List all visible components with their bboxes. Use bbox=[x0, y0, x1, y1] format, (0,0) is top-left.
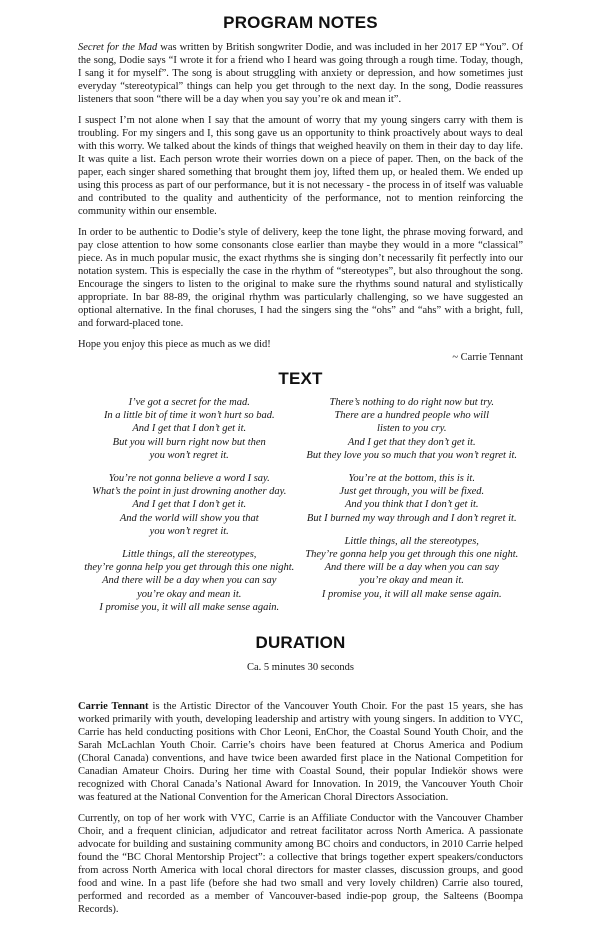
lyric-line: And I get that I don’t get it. bbox=[132, 423, 247, 435]
paragraph-1-text: was written by British songwriter Dodie, and was included in her 2017 EP “You”. Of the song, Dodie says “I wrote it for a friend who I heard was going through a rough time. Today, though, I sang it for myself”. The song is about struggling with anxiety or depression, and how sometimes just everyday “stereotypical” things can help you get through to the next day. In the song, Dodie reassures listeners that soon “there will be a day when you say you’re ok and mean it”. bbox=[78, 42, 523, 105]
lyric-line: And you think that I don’t get it. bbox=[344, 499, 479, 511]
duration-heading: DURATION bbox=[255, 633, 346, 653]
attribution: ~ Carrie Tennant bbox=[452, 352, 523, 363]
bio-name-bold: Carrie Tennant bbox=[78, 701, 149, 713]
lyric-line: Little things, all the stereotypes, bbox=[122, 549, 257, 561]
lyric-line: I promise you, it will all make sense again. bbox=[321, 588, 502, 600]
lyric-line: They’re gonna help you get through this one night. bbox=[305, 549, 519, 561]
lyric-line: And there will be a day when you can say bbox=[324, 562, 499, 574]
lyric-line: Just get through, you will be fixed. bbox=[339, 486, 485, 498]
lyric-line: What’s the point in just drowning another day. bbox=[92, 486, 287, 498]
lyric-line: In a little bit of time it won’t hurt so bad. bbox=[103, 410, 275, 422]
song-title-italic: Secret for the Mad bbox=[78, 42, 158, 53]
closing-line: Hope you enjoy this piece as much as we did! bbox=[78, 339, 271, 350]
lyric-line: listen to you cry. bbox=[377, 423, 447, 435]
lyric-line: And I get that they don’t get it. bbox=[347, 436, 476, 448]
bio-paragraph-1 bbox=[78, 700, 523, 804]
program-notes-paragraph-3: In order to be authentic to Dodie’s style of delivery, keep the tone light, the phrase moving forward, and pay close attention to how some consonants close earlier than maybe they would in a more “classical” piece. As in much popular music, the exact rhythms she is singing don’t necessarily fit perfectly into our notation system. This is especially the case in the rhythm of “stereotypes”, but also throughout the song. Encourage the singers to listen to the original to make sure the rhythms sound natural and stylistically appropriate. In bar 88-89, the original rhythm was particularly challenging, so we have suggested an optional alternative. In the final choruses, I had the singers sing the “ohs” and “ahs” with a bright, full, and forward-placed tone. bbox=[78, 227, 523, 329]
right-stanza-2 bbox=[301, 472, 524, 525]
program-notes-heading: PROGRAM NOTES bbox=[223, 13, 378, 32]
lyric-line: you’re okay and mean it. bbox=[359, 575, 464, 587]
lyric-line: But they love you so much that you won’t regret it. bbox=[306, 449, 518, 461]
lyric-line: you won’t regret it. bbox=[149, 525, 229, 537]
duration-value: Ca. 5 minutes 30 seconds bbox=[246, 662, 355, 674]
lyric-line: you won’t regret it. bbox=[149, 449, 229, 461]
lyric-line: you’re okay and mean it. bbox=[137, 588, 242, 600]
program-notes-paragraph-1 bbox=[78, 41, 523, 106]
lyric-line: There are a hundred people who will bbox=[334, 410, 490, 422]
lyric-line: And the world will show you that bbox=[119, 512, 259, 524]
lyrics-columns bbox=[78, 396, 523, 624]
lyrics-left-column bbox=[78, 396, 301, 624]
lyric-line: But you will burn right now but then bbox=[112, 436, 266, 448]
right-stanza-1 bbox=[301, 396, 524, 462]
lyric-line: There’s nothing to do right now but try. bbox=[329, 397, 494, 408]
lyrics-right-column bbox=[301, 396, 524, 624]
lyric-line: I promise you, it will all make sense again. bbox=[99, 601, 280, 613]
bio-paragraph-2: Currently, on top of her work with VYC, Carrie is an Affiliate Conductor with the Vancouver Chamber Choir, and a frequent clinician, adjudicator and retreat facilitator across North America. A passionate advocate for building and sustaining community among BC choirs and conductors, in 2010 Carrie helped found the “BC Choral Mentorship Project”: a collective that brings together expert speakers/conductors from across North America with local choral directors for master classes, discussion groups, and good food and wine. In a past life (before she had two small and very lovely children) Carrie also toured, performed and recorded as a member of Vancouver-based indie-pop group, the Salteens (Boompa Records). bbox=[78, 813, 523, 916]
text-heading: TEXT bbox=[278, 369, 323, 388]
lyric-line: You’re not gonna believe a word I say. bbox=[108, 473, 270, 485]
lyric-line: You’re at the bottom, this is it. bbox=[348, 473, 475, 485]
lyric-line: And there will be a day when you can say bbox=[102, 575, 277, 587]
right-stanza-3 bbox=[301, 535, 524, 601]
lyric-line: And I get that I don’t get it. bbox=[132, 499, 247, 511]
left-stanza-1 bbox=[78, 396, 301, 462]
lyric-line: But I burned my way through and I don’t regret it. bbox=[306, 512, 517, 524]
program-notes-paragraph-2: I suspect I’m not alone when I say that the amount of worry that my young singers carry with them is troubling. For my singers and I, this song gave us an opportunity to think proactively about ways to deal with this worry. We talked about the kinds of things that weighed heavily on them in their day to day life. It was quite a list. Each person wrote their worries down on a piece of paper. Then, on the back of the paper, each singer shared something that brought them joy, lifted them up, or healed them. We ended up using this process as part of our performance, but it is not necessary - the process in of itself was valuable and contributed to the quality and authenticity of the performance, not to mention reinforcing the community within our ensemble. bbox=[78, 115, 523, 217]
lyric-line: they’re gonna help you get through this one night. bbox=[84, 562, 295, 574]
lyric-line: Little things, all the stereotypes, bbox=[344, 535, 479, 547]
left-stanza-2 bbox=[78, 472, 301, 538]
left-stanza-3 bbox=[78, 548, 301, 614]
lyric-line: I’ve got a secret for the mad. bbox=[128, 397, 250, 408]
bio-paragraph-1-text: is the Artistic Director of the Vancouver Youth Choir. For the past 15 years, she has worked primarily with youth, developing leadership and artistry with young singers. In addition to VYC, Carrie has held conducting positions with Chor Leoni, EnChor, the Coastal Sound Youth Choir, and the Sarah McLachlan Youth Choir. Carrie’s choirs have been featured at Chorus America and Podium (Choral Canada) conventions, and have twice been awarded first place in the National Competition for Canadian Amateur Choirs. During her time with Coastal Sound, their popular Indiekör shows were recognized with Choral Canada’s National Award for Innovation. In 2019, the Vancouver Youth Choir was featured at the National Convention for the American Choral Directors Association. bbox=[78, 701, 523, 804]
